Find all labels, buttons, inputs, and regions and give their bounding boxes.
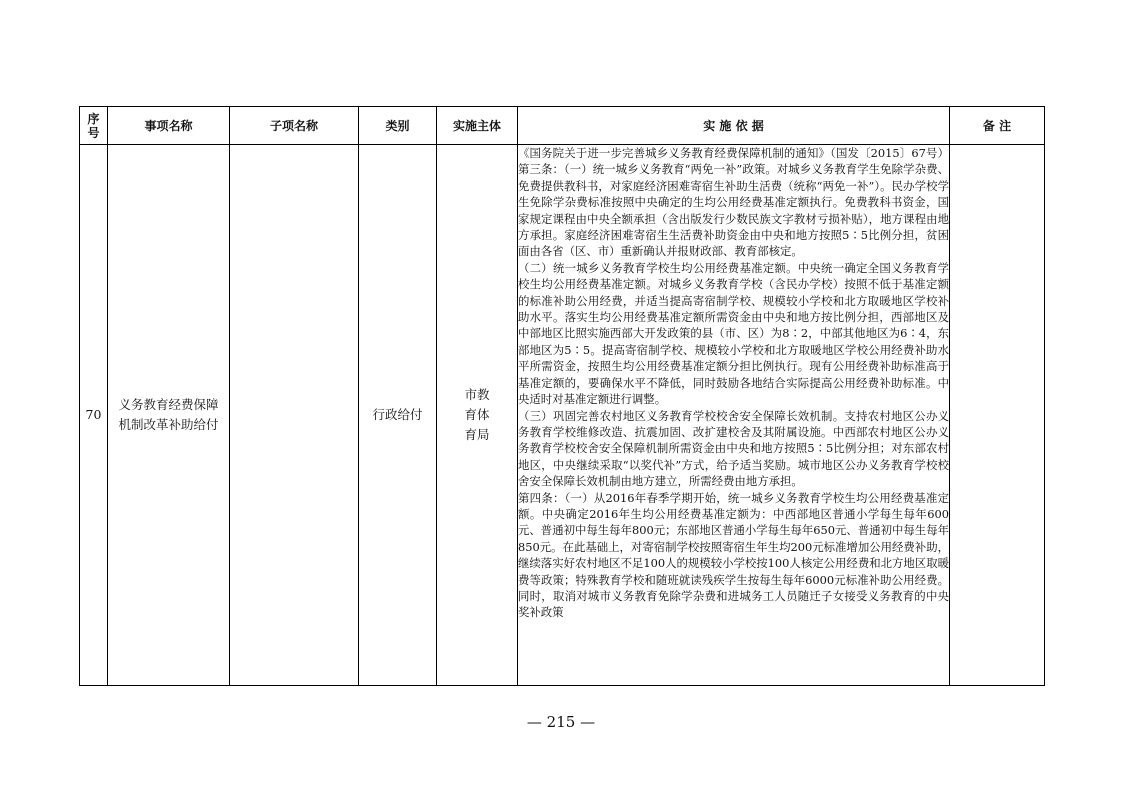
table-row	[80, 145, 1045, 686]
basis-text: 《国务院关于进一步完善城乡义务教育经费保障机制的通知》（国发〔2015〕67号）第三条：（一）统一城乡义务教育“两免一补”政策。对城乡义务教育学生免除学杂费、免费提供教科书，对家庭经济困难寄宿生补助生活费（统称“两免一补”）。民办学校学生免除学杂费标准按照中央确定的生均公用经费基准定额执行。免费教科书资金，国家规定课程由中央全额承担（含出版发行少数民族文字教材亏损补贴），地方课程由地方承担。家庭经济困难寄宿生生活费补助资金由中央和地方按照5∶5比例分担，贫困面由各省（区、市）重新确认并报财政部、教育部核定。 （二）统一城乡义务教育学校生均公用经费基准定额。中央统一确定全国义务教育学校生均公用经费基准定额。对城乡义务教育学校（含民办学校）按照不低于基准定额的标准补助公用经费，并适当提高寄宿制学校、规模较小学校和北方取暖地区学校补助水平。落实生均公用经费基准定额所需资金由中央和地方按比例分担，西部地区及中部地区比照实施西部大开发政策的县（市、区）为8∶2，中部其他地区为6∶4，东部地区为5∶5。提高寄宿制学校、规模较小学校和北方取暖地区学校公用经费补助水平所需资金，按照生均公用经费基准定额分担比例执行。现有公用经费补助标准高于基准定额的，要确保水平不降低，同时鼓励各地结合实际提高公用经费补助标准。中央适时对基准定额进行调整。 （三）巩固完善农村地区义务教育学校校舍安全保障长效机制。支持农村地区公办义务教育学校维修改造、抗震加固、改扩建校舍及其附属设施。中西部农村地区公办义务教育学校校舍安全保障机制所需资金由中央和地方按照5∶5比例分担；对东部农村地区，中央继续采取“以奖代补”方式，给予适当奖励。城市地区公办义务教育学校校舍安全保障长效机制由地方建立，所需经费由地方承担。 第四条：（一）从2016年春季学期开始，统一城乡义务教育学校生均公用经费基准定额。中央确定2016年生均公用经费基准定额为：中西部地区普通小学每生每年600元、普通初中每生每年800元；东部地区普通小学每生每年650元、普通初中每生每年850元。在此基础上，对寄宿制学校按照寄宿生年生均200元标准增加公用经费补助，继续落实好农村地区不足100人的规模较小学校按100人核定公用经费和北方地区取暖费等政策；特殊教育学校和随班就读残疾学生按每生每年6000元标准补助公用经费。同时，取消对城市义务教育免除学杂费和进城务工人员随迁子女接受义务教育的中央奖补政策	[518, 146, 949, 620]
header-category: 类别	[359, 107, 437, 145]
cell-category: 行政给付	[359, 145, 437, 686]
header-remarks: 备 注	[950, 107, 1045, 145]
cell-item-name	[108, 145, 230, 686]
header-row	[80, 107, 1045, 145]
cell-basis	[518, 145, 950, 686]
header-basis: 实 施 依 据	[518, 107, 950, 145]
header-item-name: 事项名称	[108, 107, 230, 145]
item-name-text: 义务教育经费保障机制改革补助给付	[118, 397, 219, 432]
policy-table	[79, 106, 1045, 686]
page-number: — 215 —	[526, 713, 596, 731]
cell-sub-item	[230, 145, 359, 686]
cell-remarks	[950, 145, 1045, 686]
header-implementer: 实施主体	[437, 107, 518, 145]
implementer-text: 市教育体育局	[464, 387, 490, 442]
header-seq: 序号	[80, 107, 108, 145]
cell-implementer	[437, 145, 518, 686]
header-sub-item: 子项名称	[230, 107, 359, 145]
cell-seq: 70	[80, 145, 108, 686]
